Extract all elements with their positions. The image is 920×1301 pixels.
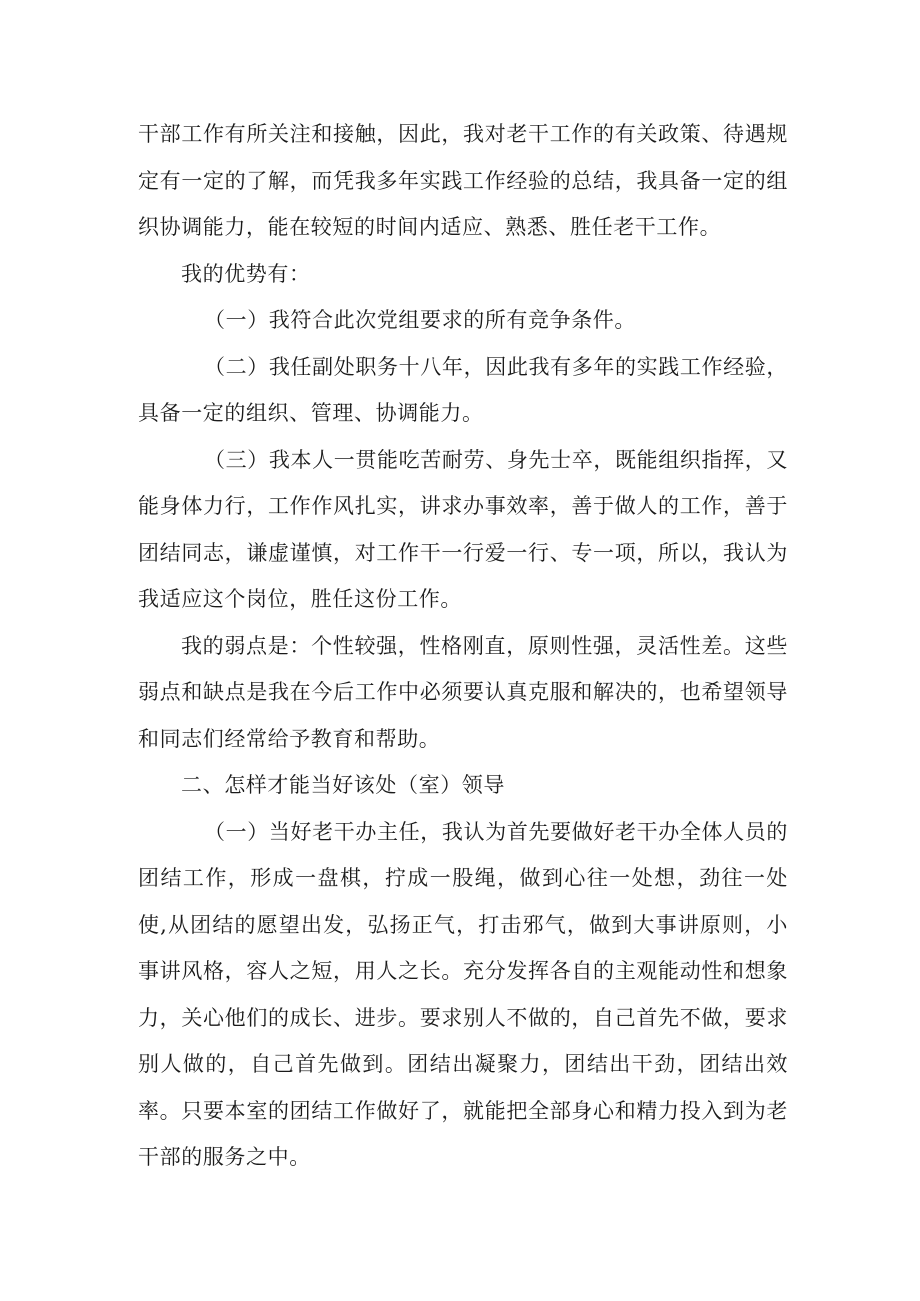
paragraph-advantage-3: （三）我本人一贯能吃苦耐劳、身先士卒，既能组织指挥，又能身体力行，工作作风扎实，讲求办事效率，善于做人的工作，善于团结同志，谦虚谨慎，对工作干一行爱一行、专一项，所以，我认为我适应这个岗位，胜任这份工作。	[138, 447, 788, 611]
paragraph-advantage-2: （二）我任副处职务十八年，因此我有多年的实践工作经验，具备一定的组织、管理、协调能力。	[138, 354, 788, 425]
paragraph-continued-intro: 干部工作有所关注和接触，因此，我对老干工作的有关政策、待遇规定有一定的了解，而凭我多年实践工作经验的总结，我具备一定的组织协调能力，能在较短的时间内适应、熟悉、胜任老干工作。	[138, 122, 788, 239]
paragraph-leadership-1: （一）当好老干办主任，我认为首先要做好老干办全体人员的团结工作，形成一盘棋，拧成一股绳，做到心往一处想，劲往一处使,从团结的愿望出发，弘扬正气，打击邪气，做到大事讲原则，小事讲风格，容人之短，用人之长。充分发挥各自的主观能动性和想象力，关心他们的成长、进步。要求别人不做的，自己首先不做，要求别人做的，自己首先做到。团结出凝聚力，团结出干劲，团结出效率。只要本室的团结工作做好了，就能把全部身心和精力投入到为老干部的服务之中。	[138, 819, 788, 1169]
paragraph-advantages-heading: 我的优势有：	[181, 261, 311, 286]
paragraph-weaknesses: 我的弱点是：个性较强，性格刚直，原则性强，灵活性差。这些弱点和缺点是我在今后工作中必须要认真克服和解决的，也希望领导和同志们经常给予教育和帮助。	[138, 633, 788, 751]
section-heading-2: 二、怎样才能当好该处（室）领导	[181, 773, 505, 797]
document-body	[138, 111, 788, 1181]
paragraph-advantage-1: （一）我符合此次党组要求的所有竞争条件。	[204, 308, 636, 332]
